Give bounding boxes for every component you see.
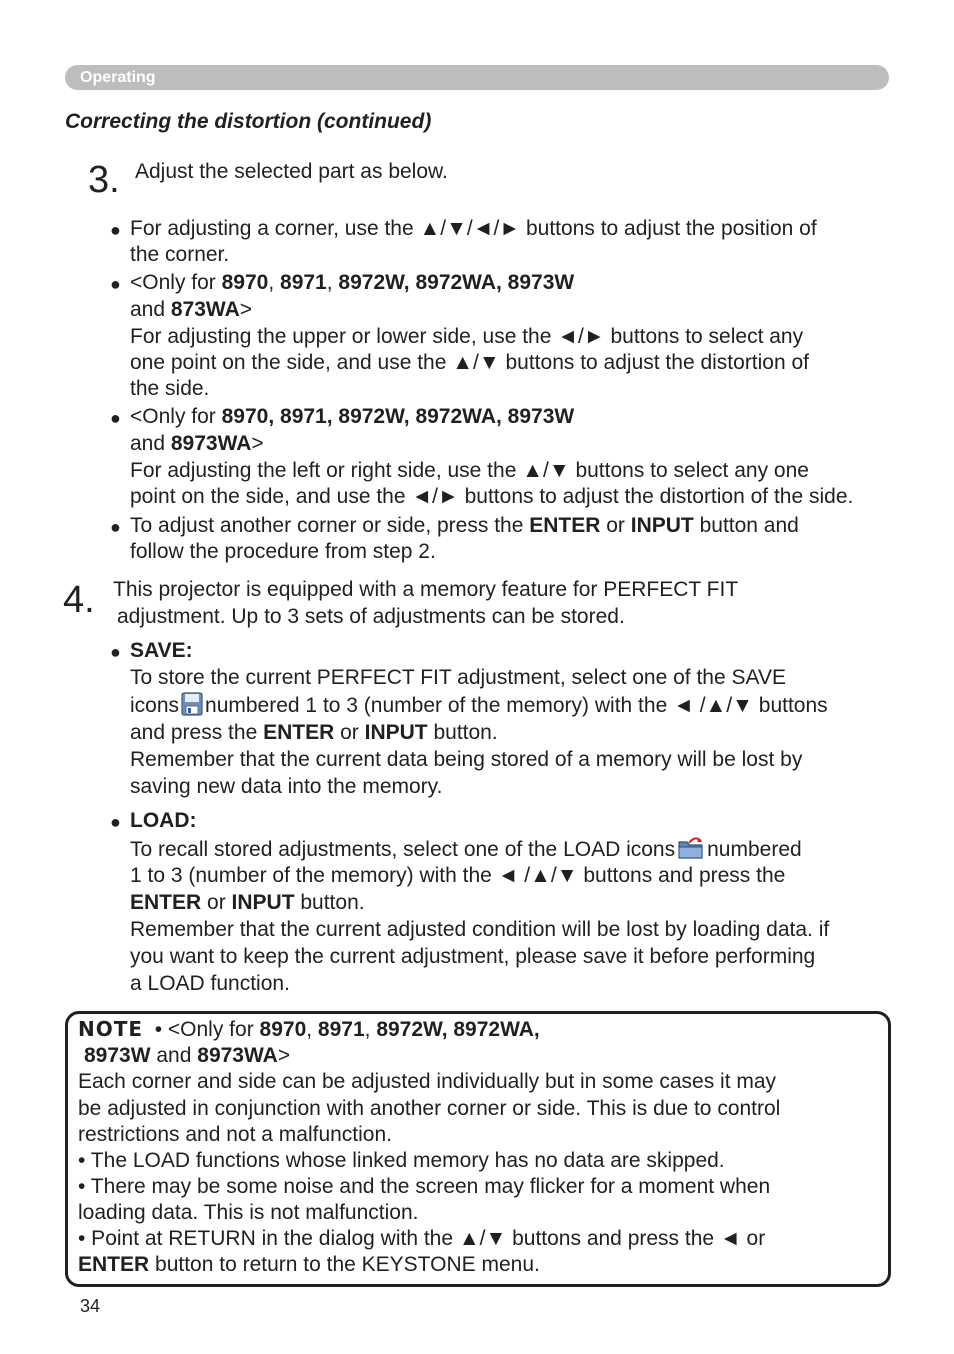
step-3-upper-lower-text-3: the side. — [130, 377, 210, 400]
save-disk-icon — [181, 692, 203, 724]
note-text-3: restrictions and not a malfunction. — [78, 1123, 392, 1146]
note-text-8: ENTER button to return to the KEYSTONE menu. — [78, 1253, 540, 1276]
load-text-1: To recall stored adjustments, select one of the LOAD icons numbered — [130, 836, 802, 868]
load-text-5: you want to keep the current adjustment, please save it before performing — [130, 945, 816, 968]
step-3-upper-lower-text: For adjusting the upper or lower side, use the ◄/► buttons to select any — [130, 325, 804, 348]
step-3-corner-text-2: the corner. — [130, 243, 230, 266]
step-3-models-line-b: <Only for 8970, 8971, 8972W, 8972WA, 8973W — [130, 405, 575, 428]
save-text-1: To store the current PERFECT FIT adjustment, select one of the SAVE — [130, 666, 786, 689]
save-heading: SAVE: — [130, 639, 193, 662]
bullet: ● — [110, 274, 121, 294]
bullet: ● — [110, 812, 121, 832]
note-text-5: • There may be some noise and the screen may flicker for a moment when — [78, 1175, 771, 1198]
step-3-another-corner-text: To adjust another corner or side, press the ENTER or INPUT button and — [130, 514, 799, 537]
save-text-2: icons numbered 1 to 3 (number of the memory) with the ◄ /▲/▼ buttons — [130, 692, 828, 724]
load-text-6: a LOAD function. — [130, 972, 290, 995]
step-3-intro: Adjust the selected part as below. — [135, 160, 448, 183]
step-3-corner-text: For adjusting a corner, use the ▲/▼/◄/► buttons to adjust the position of — [130, 217, 817, 240]
step-4-intro-2: adjustment. Up to 3 sets of adjustments can be stored. — [117, 605, 625, 628]
page-number: 34 — [80, 1296, 101, 1316]
note-text-1: Each corner and side can be adjusted individually but in some cases it may — [78, 1070, 777, 1093]
load-text-3: ENTER or INPUT button. — [130, 891, 365, 914]
step-3-models-line-b-2: and 8973WA> — [130, 432, 264, 455]
note-label: NOTE — [78, 1017, 144, 1041]
step-3-left-right-text: For adjusting the left or right side, use the ▲/▼ buttons to select any one — [130, 459, 809, 482]
save-text-4: Remember that the current data being stored of a memory will be lost by — [130, 748, 803, 771]
section-header-bar — [65, 65, 889, 90]
note-models-line-2: 8973W and 8973WA> — [84, 1044, 291, 1067]
step-3-number: 3. — [88, 159, 120, 201]
bullet: ● — [110, 517, 121, 537]
bullet: ● — [110, 642, 121, 662]
bullet: ● — [110, 408, 121, 428]
note-text-2: be adjusted in conjunction with another corner or side. This is due to control — [78, 1097, 781, 1120]
step-3-upper-lower-text-2: one point on the side, and use the ▲/▼ buttons to adjust the distortion of — [130, 351, 810, 374]
section-header-label: Operating — [80, 69, 156, 86]
page-title: Correcting the distortion (continued) — [65, 110, 432, 133]
note-text-6: loading data. This is not malfunction. — [78, 1201, 419, 1224]
note-heading-line: NOTE • <Only for 8970, 8971, 8972W, 8972WA, — [78, 1017, 540, 1041]
note-text-4: • The LOAD functions whose linked memory has no data are skipped. — [78, 1149, 725, 1172]
bullet: ● — [110, 220, 121, 240]
step-3-models-line-2: and 873WA> — [130, 298, 253, 321]
note-text-7: • Point at RETURN in the dialog with the ▲/▼ buttons and press the ◄ or — [78, 1227, 766, 1250]
step-3-another-corner-text-2: follow the procedure from step 2. — [130, 540, 436, 563]
load-text-4: Remember that the current adjusted condition will be lost by loading data. if — [130, 918, 830, 941]
step-3-left-right-text-2: point on the side, and use the ◄/► buttons to adjust the distortion of the side. — [130, 485, 854, 508]
save-text-3: and press the ENTER or INPUT button. — [130, 721, 498, 744]
step-4-intro: This projector is equipped with a memory feature for PERFECT FIT — [113, 578, 739, 601]
load-heading: LOAD: — [130, 809, 197, 832]
step-4-number: 4. — [63, 579, 95, 621]
step-3-models-line: <Only for 8970, 8971, 8972W, 8972WA, 8973W — [130, 271, 575, 294]
save-text-5: saving new data into the memory. — [130, 775, 443, 798]
load-text-2: 1 to 3 (number of the memory) with the ◄ /▲/▼ buttons and press the — [130, 864, 786, 887]
